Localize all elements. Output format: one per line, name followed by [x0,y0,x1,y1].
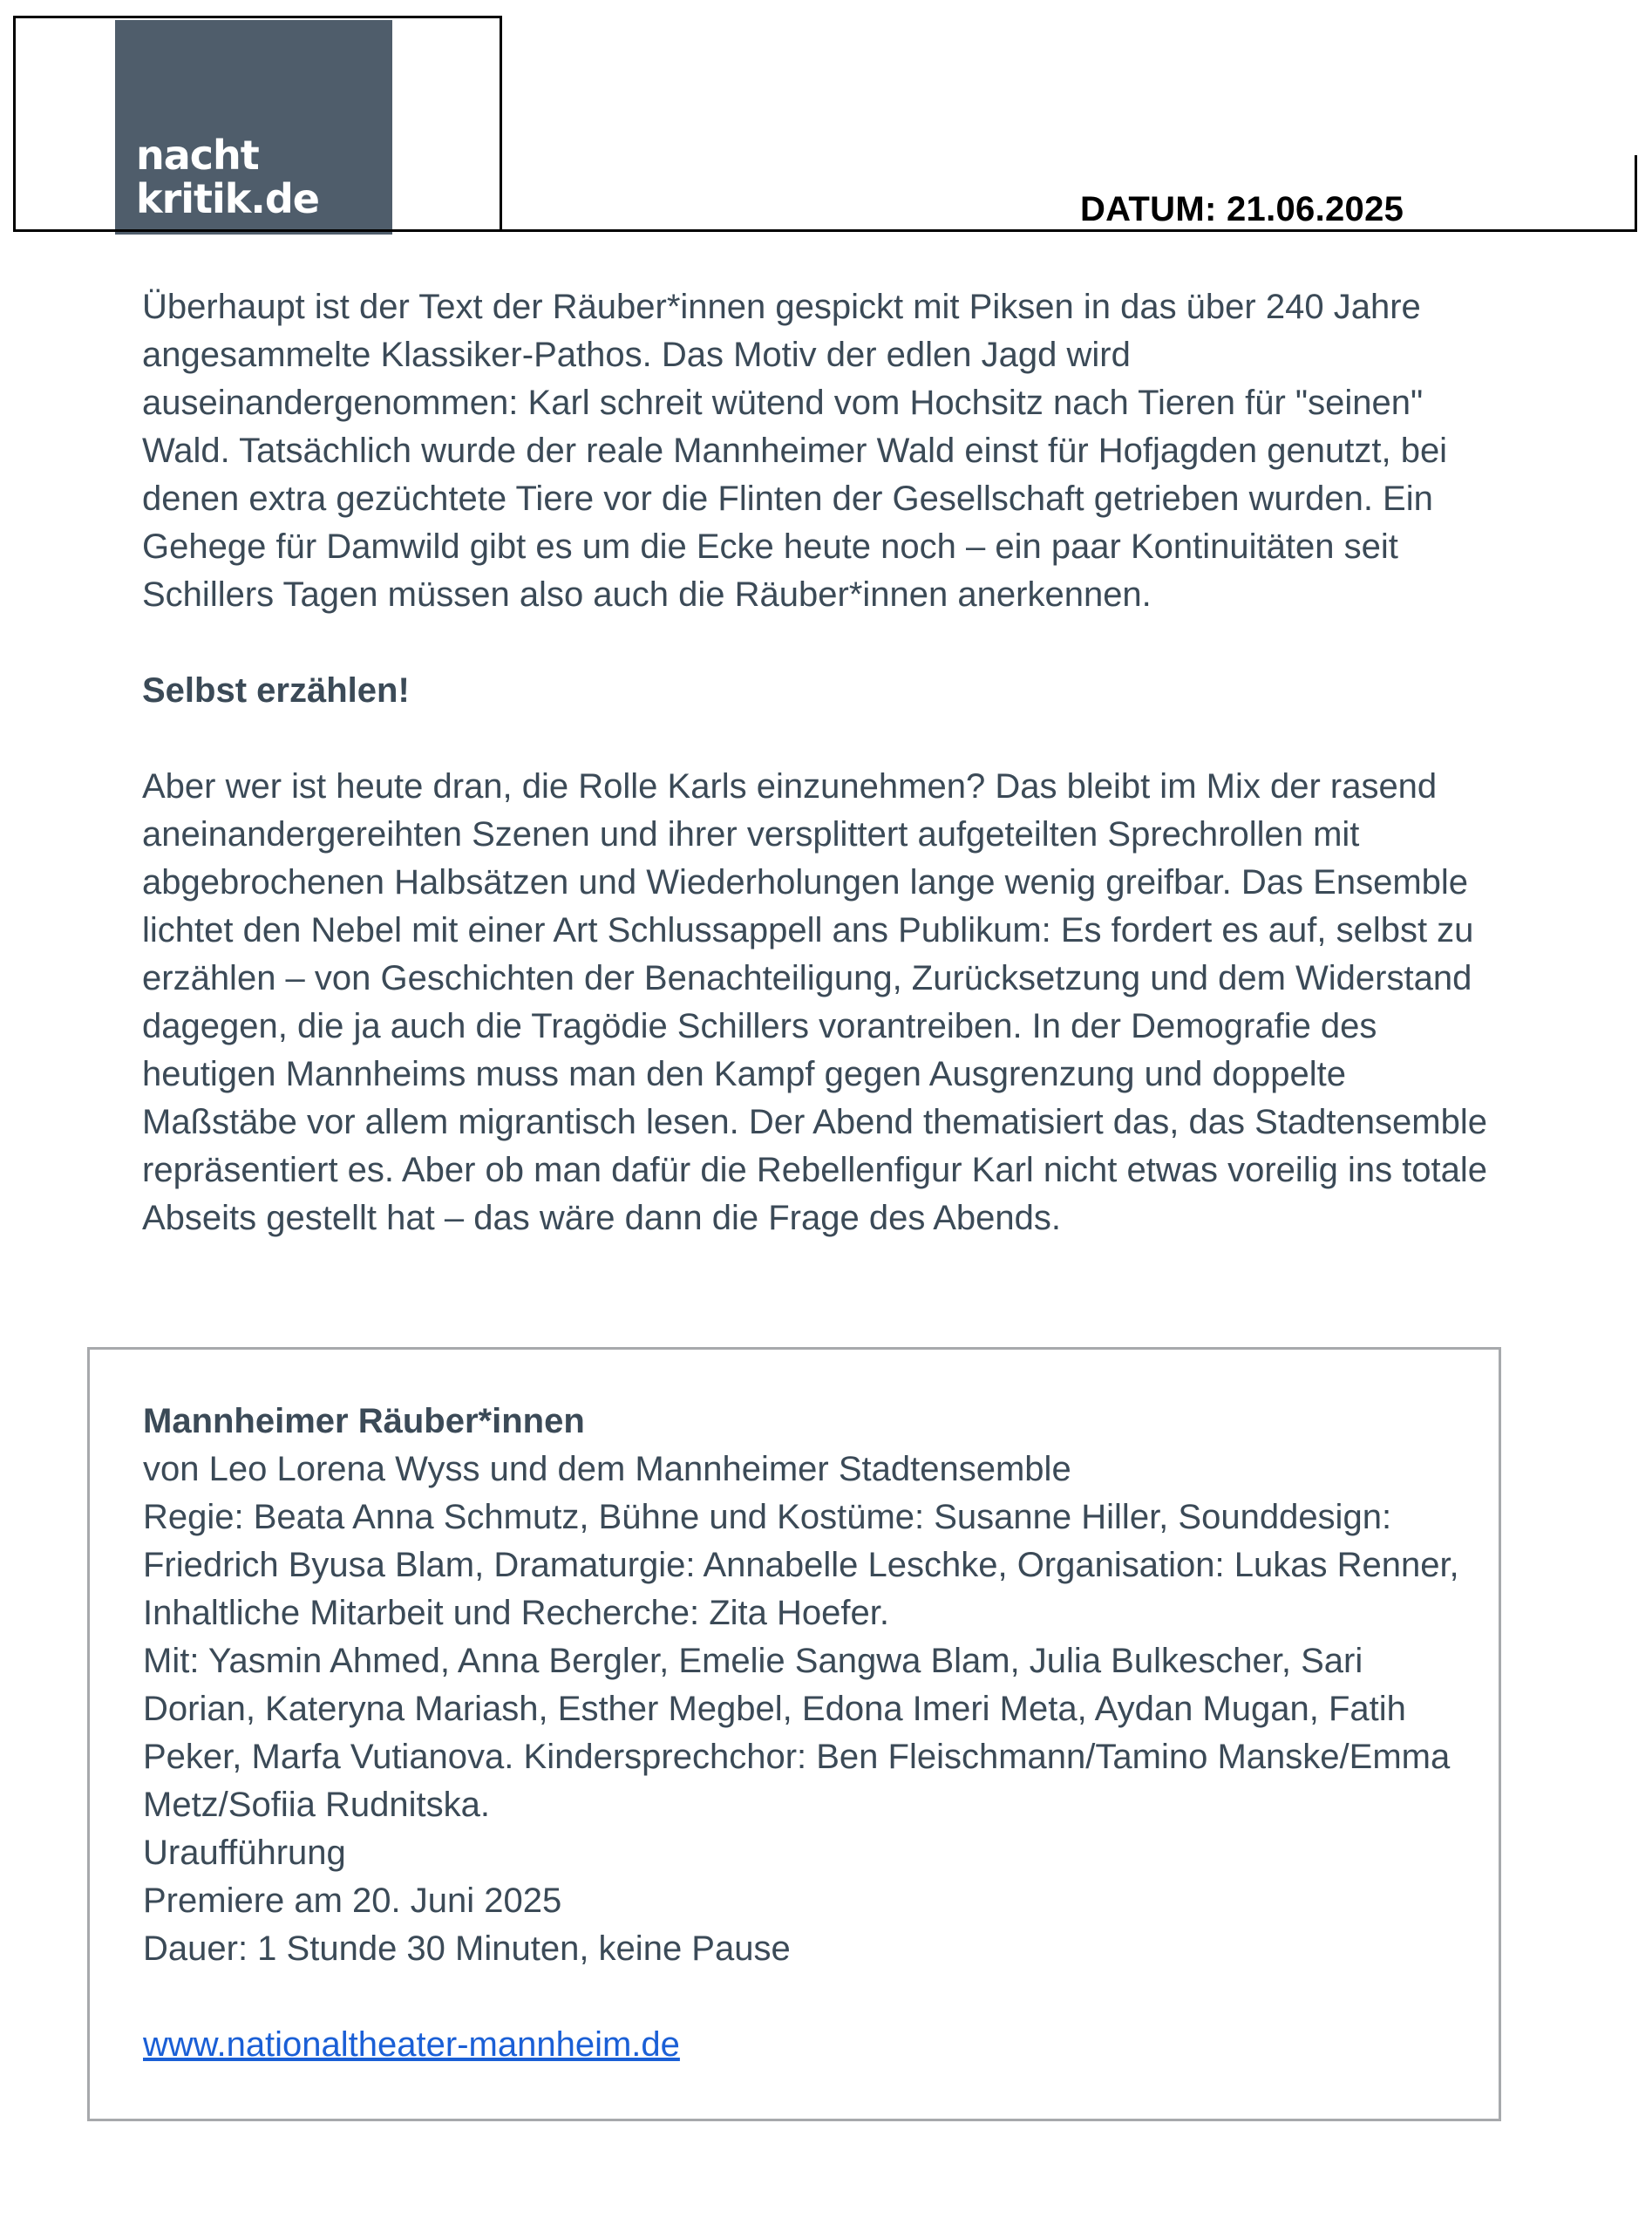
article-body [142,283,1502,1242]
article-paragraph: Aber wer ist heute dran, die Rolle Karls einzunehmen? Das bleibt im Mix der rasend aneinandergereihten Szenen und ihrer versplittert aufgeteilten Sprechrollen mit abgebrochenen Halbsätzen und Wiederholungen lange wenig greifbar. Das Ensemble lichtet den Nebel mit einer Art Schlussappell ans Publikum: Es fordert es auf, selbst zu erzählen – von Geschichten der Benachteiligung, Zurücksetzung und dem Widerstand dagegen, die ja auch die Tragödie Schillers vorantreiben. In der Demografie des heutigen Mannheims muss man den Kampf gegen Ausgrenzung und doppelte Maßstäbe vor allem migrantisch lesen. Der Abend thematisiert das, das Stadtensemble repräsentiert es. Aber ob man dafür die Rebellenfigur Karl nicht etwas voreilig ins totale Abseits gestellt hat – das wäre dann die Frage des Abends. [142,767,1488,1237]
info-box-content [143,1398,1477,2069]
logo-cell [13,16,502,232]
header-divider [13,229,1637,232]
production-credits: Regie: Beata Anna Schmutz, Bühne und Kostüme: Susanne Hiller, Sounddesign: Friedrich Byusa Blam, Dramaturgie: Annabelle Leschke, Organisation: Lukas Renner, Inhaltliche Mitarbeit und Recherche: Zita Hoefer. [143,1498,1459,1632]
article-subheading: Selbst erzählen! [142,671,410,710]
production-authors: von Leo Lorena Wyss und dem Mannheimer Stadtensemble [143,1450,1071,1488]
header-right-border [1635,155,1637,232]
logo-text-line1: nacht [136,132,259,179]
production-duration: Dauer: 1 Stunde 30 Minuten, keine Pause [143,1929,791,1968]
production-cast: Mit: Yasmin Ahmed, Anna Bergler, Emelie Sangwa Blam, Julia Bulkescher, Sari Dorian, Kateryna Mariash, Esther Megbel, Edona Imeri Meta, Aydan Mugan, Fatih Peker, Marfa Vutianova. Kindersprechchor: Ben Fleischmann/Tamino Manske/Emma Metz/Sofiia Rudnitska. [143,1642,1451,1824]
production-title: Mannheimer Räuber*innen [143,1402,585,1440]
production-info-box [87,1347,1501,2121]
date-label: DATUM: 21.06.2025 [1080,190,1404,228]
logo-text-line2: kritik.de [136,175,319,222]
premiere-date: Premiere am 20. Juni 2025 [143,1882,562,1920]
production-type: Uraufführung [143,1834,346,1872]
page-header [13,16,1637,235]
theater-website-link[interactable]: www.nationaltheater-mannheim.de [143,2025,680,2064]
nachtkritik-logo [115,20,392,235]
article-paragraph: Überhaupt ist der Text der Räuber*innen gespickt mit Piksen in das über 240 Jahre angesammelte Klassiker-Pathos. Das Motiv der edlen Jagd wird auseinandergenommen: Karl schreit wütend vom Hochsitz nach Tieren für "seinen" Wald. Tatsächlich wurde der reale Mannheimer Wald einst für Hofjagden genutzt, bei denen extra gezüchtete Tiere vor die Flinten der Gesellschaft getrieben wurden. Ein Gehege für Damwild gibt es um die Ecke heute noch – ein paar Kontinuitäten seit Schillers Tagen müssen also auch die Räuber*innen anerkennen. [142,288,1448,614]
